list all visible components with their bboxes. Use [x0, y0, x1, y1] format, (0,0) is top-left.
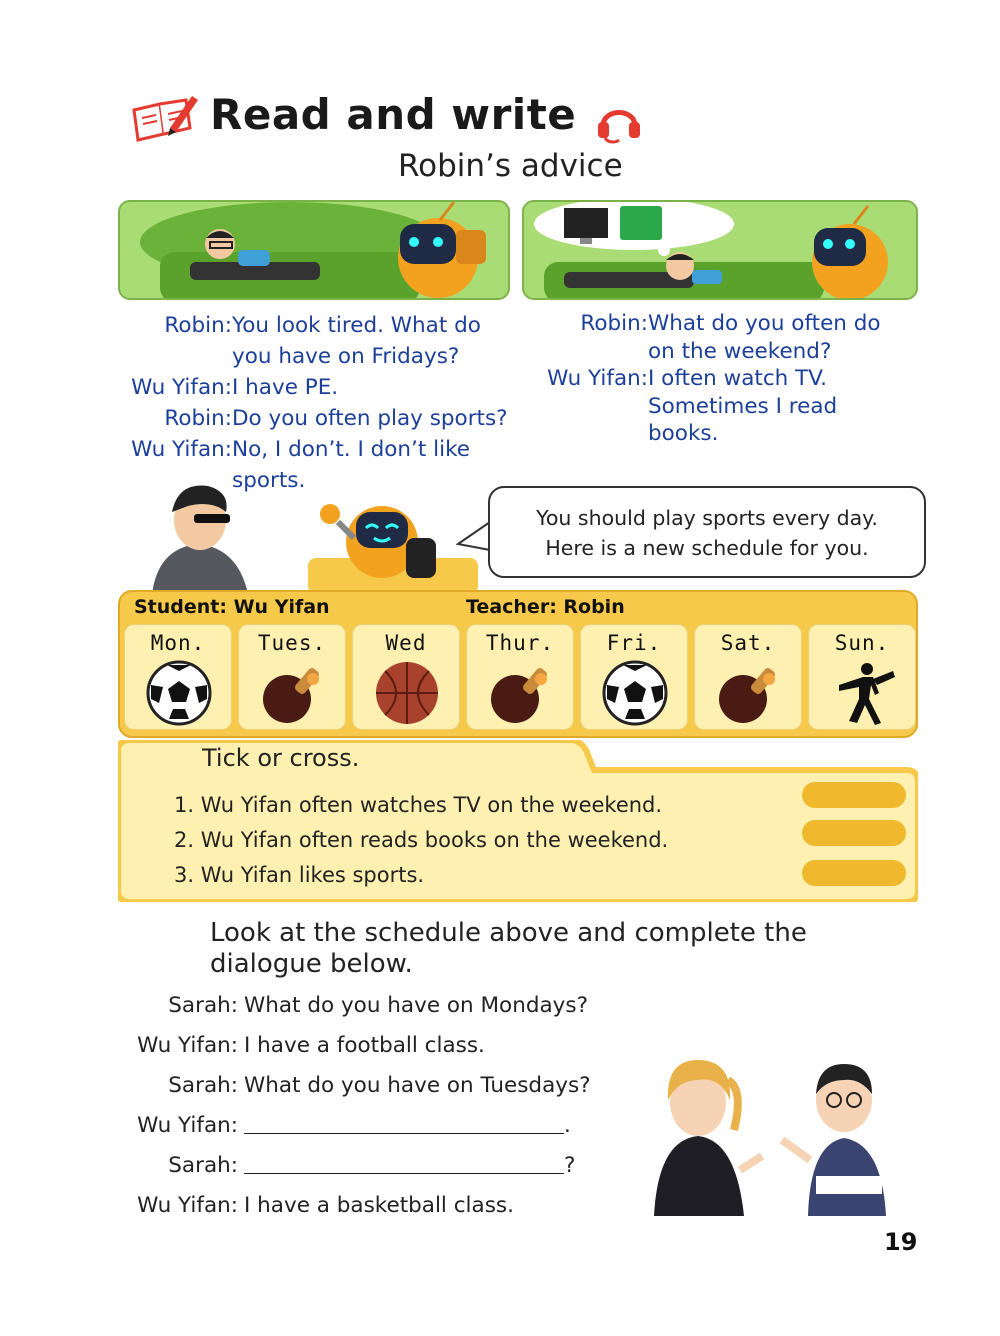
schedule-day-sun [808, 624, 916, 730]
dialogue-text: I have PE. [232, 375, 339, 400]
schedule-day-thur [466, 624, 574, 730]
speaker-label: Robin: [580, 311, 648, 336]
dialogue-line [108, 372, 508, 403]
section-header [130, 88, 670, 148]
dialogue-text: No, I don’t. I don’t like sports. [232, 437, 471, 493]
dialogue-line [108, 310, 508, 372]
thought-scene-illustration [524, 202, 918, 300]
tick-item: 2. Wu Yifan often reads books on the weekend. [174, 828, 669, 852]
dialogue-text: What do you often do on the weekend? [648, 311, 881, 364]
speaker-label: Wu Yifan: [131, 437, 232, 462]
basketball-icon [373, 659, 441, 727]
sofa-scene-illustration [120, 202, 510, 300]
headset-icon[interactable] [595, 98, 643, 144]
student-label: Student: Wu Yifan [134, 596, 330, 618]
dialogue-line [108, 1066, 591, 1106]
day-name: Tues. [257, 631, 327, 655]
day-name: Mon. [150, 631, 206, 655]
ping-pong-paddle-icon [259, 659, 327, 727]
day-name: Sat. [720, 631, 776, 655]
answer-blank[interactable] [244, 1146, 564, 1174]
tick-item: 3. Wu Yifan likes sports. [174, 863, 425, 887]
ping-pong-paddle-icon [487, 659, 555, 727]
comic-panel-2 [522, 200, 918, 300]
schedule-day-mon [124, 624, 232, 730]
answer-blank[interactable] [244, 1106, 564, 1134]
boy-and-robot-illustration [148, 478, 478, 594]
speaker-label: Wu Yifan: [131, 375, 232, 400]
answer-box[interactable] [802, 782, 906, 808]
complete-instruction: Look at the schedule above and complete the dialogue below. [210, 918, 807, 979]
dialogue-right [530, 310, 881, 448]
speaker-label: Wu Yifan: [137, 1193, 238, 1218]
schedule-table [118, 590, 918, 738]
dialogue-text: You look tired. What do you have on Fridays? [232, 313, 481, 369]
line-end-punct: . [564, 1113, 571, 1138]
schedule-day-fri [580, 624, 688, 730]
dialogue-text: I often watch TV. Sometimes I read books. [648, 366, 838, 446]
speaker-label: Wu Yifan: [547, 366, 648, 391]
day-name: Thur. [485, 631, 555, 655]
dialogue-text: What do you have on Mondays? [244, 993, 588, 1018]
ping-pong-paddle-icon [715, 659, 783, 727]
tick-item: 1. Wu Yifan often watches TV on the weekend. [174, 793, 663, 817]
page-number: 19 [884, 1228, 918, 1256]
comic-panel-1 [118, 200, 510, 300]
dialogue-text: What do you have on Tuesdays? [244, 1073, 591, 1098]
schedule-day-sat [694, 624, 802, 730]
dialogue-line [108, 1106, 591, 1146]
day-name: Fri. [606, 631, 662, 655]
dialogue-text: I have a basketball class. [244, 1193, 514, 1218]
answer-box[interactable] [802, 820, 906, 846]
schedule-day-tues [238, 624, 346, 730]
dialogue-line [108, 1186, 591, 1226]
speaker-label: Robin: [164, 313, 232, 338]
sarah-and-wu-yifan-illustration [640, 1040, 930, 1216]
teacher-label: Teacher: Robin [466, 596, 625, 618]
tick-heading: Tick or cross. [202, 744, 360, 772]
bubble-line: You should play sports every day. [536, 506, 878, 530]
speaker-label: Robin: [164, 406, 232, 431]
football-icon [601, 659, 669, 727]
tick-or-cross-section [118, 740, 918, 902]
book-pen-icon [130, 90, 200, 146]
schedule-day-wed [352, 624, 460, 730]
dialogue-text: I have a football class. [244, 1033, 485, 1058]
page-title: Read and write [210, 90, 577, 139]
football-icon [145, 659, 213, 727]
speaker-label: Sarah: [168, 1153, 238, 1178]
speaker-label: Sarah: [168, 1073, 238, 1098]
speaker-label: Wu Yifan: [137, 1113, 238, 1138]
speaker-label: Sarah: [168, 993, 238, 1018]
bubble-line: Here is a new schedule for you. [545, 536, 869, 560]
speech-bubble [488, 486, 926, 578]
line-end-punct: ? [564, 1153, 576, 1178]
page-subtitle: Robin’s advice [398, 148, 623, 184]
dialogue-text: Do you often play sports? [232, 406, 508, 431]
dialogue-line [530, 310, 881, 365]
dialogue-line [108, 986, 591, 1026]
day-name: Wed [385, 631, 427, 655]
dialogue-line [108, 1146, 591, 1186]
dialogue-line [108, 1026, 591, 1066]
speaker-label: Wu Yifan: [137, 1033, 238, 1058]
dialogue-line [108, 403, 508, 434]
complete-dialogue [108, 986, 591, 1226]
answer-box[interactable] [802, 860, 906, 886]
dialogue-line [530, 365, 881, 448]
kung-fu-icon [829, 659, 897, 727]
dialogue-left [108, 310, 508, 496]
day-name: Sun. [834, 631, 890, 655]
